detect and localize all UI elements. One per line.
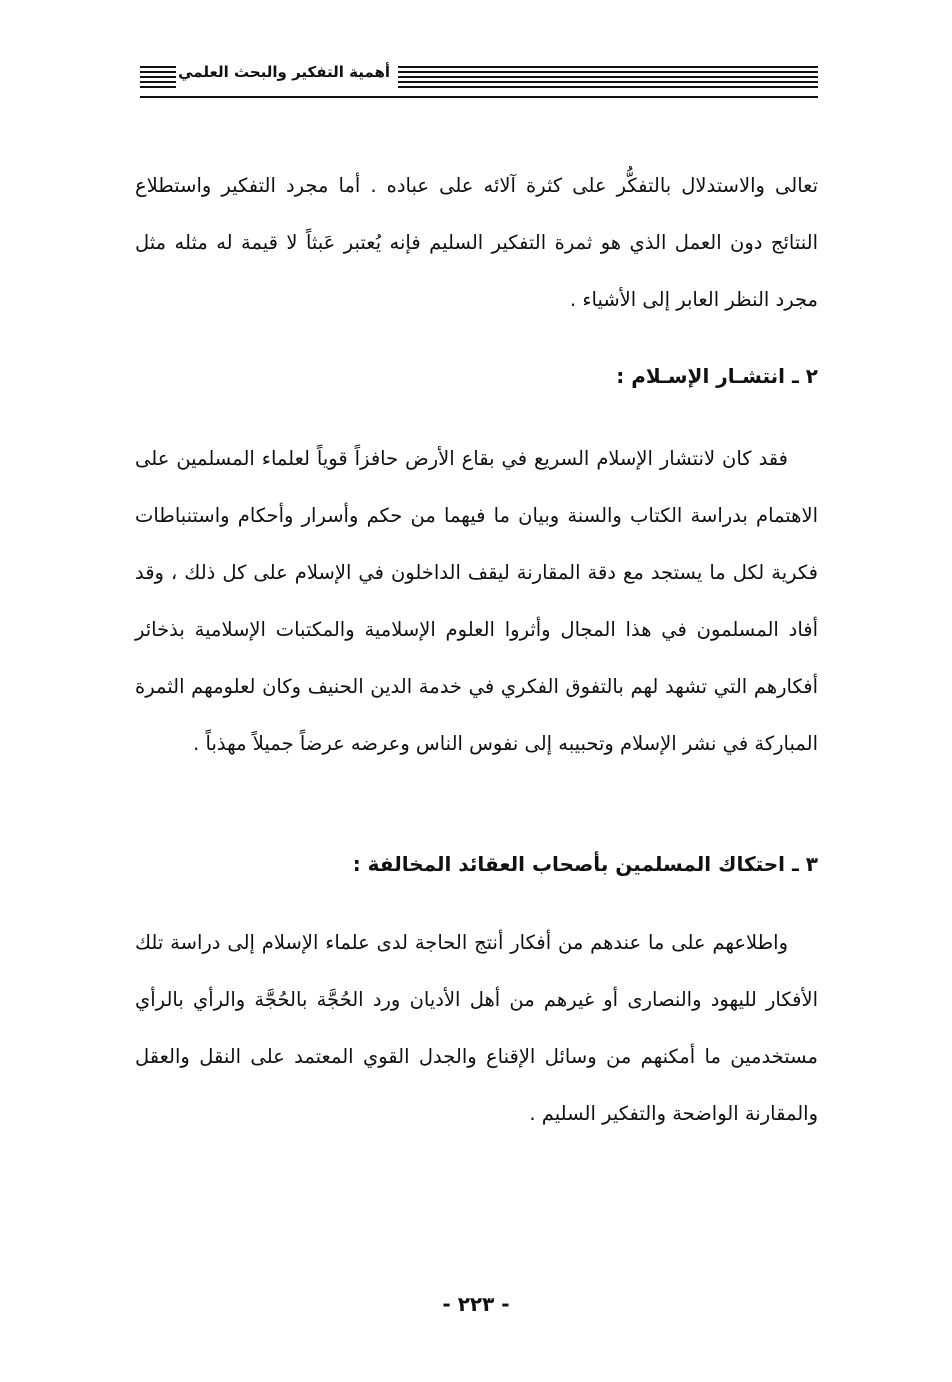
header-underline bbox=[140, 96, 818, 98]
paragraph-continuation: تعالى والاستدلال بالتفكُّر على كثرة آلائه على عباده . أما مجرد التفكير واستطلاع النتائج دون العمل الذي هو ثمرة التفكير السليم فإنه يُعتبر عَبثاً لا قيمة له مثله مثل مجرد النظر العابر إلى الأشياء . bbox=[135, 174, 818, 311]
header-rule-lines-right bbox=[398, 66, 818, 88]
page-number: - ٢٢٣ - bbox=[442, 1292, 510, 1316]
header-rule-lines-left bbox=[140, 66, 176, 88]
section-3-body: واطلاعهم على ما عندهم من أفكار أنتج الحاجة لدى علماء الإسلام إلى دراسة تلك الأفكار لليهود والنصارى أو غيرهم من أهل الأديان ورد الحُجَّة بالحُجَّة والرأي بالرأي مستخدمين ما أمكنهم من وسائل الإقناع والجدل القوي المعتمد على النقل والعقل والمقارنة الواضحة والتفكير السليم . bbox=[135, 931, 818, 1125]
section-2-heading: ٢ ـ انتشـار الإسـلام : bbox=[616, 364, 818, 388]
running-header bbox=[140, 60, 818, 94]
running-header-title: أهمية التفكير والبحث العلمي bbox=[174, 63, 394, 81]
section-3-heading: ٣ ـ احتكاك المسلمين بأصحاب العقائد المخالفة : bbox=[352, 852, 818, 876]
section-2-body: فقد كان لانتشار الإسلام السريع في بقاع الأرض حافزاً قوياً لعلماء المسلمين على الاهتمام بدراسة الكتاب والسنة وبيان ما فيهما من حكم وأسرار وأحكام واستنباطات فكرية لكل ما يستجد مع دقة المقارنة ليقف الداخلون في الإسلام على كل ذلك ، وقد أفاد المسلمون في هذا المجال وأثروا العلوم الإسلامية والمكتبات الإسلامية بذخائر أفكارهم التي تشهد لهم بالتفوق الفكري في خدمة الدين الحنيف وكان لعلومهم الثمرة المباركة في نشر الإسلام وتحبيبه إلى نفوس الناس وعرضه عرضاً جميلاً مهذباً . bbox=[135, 447, 818, 755]
